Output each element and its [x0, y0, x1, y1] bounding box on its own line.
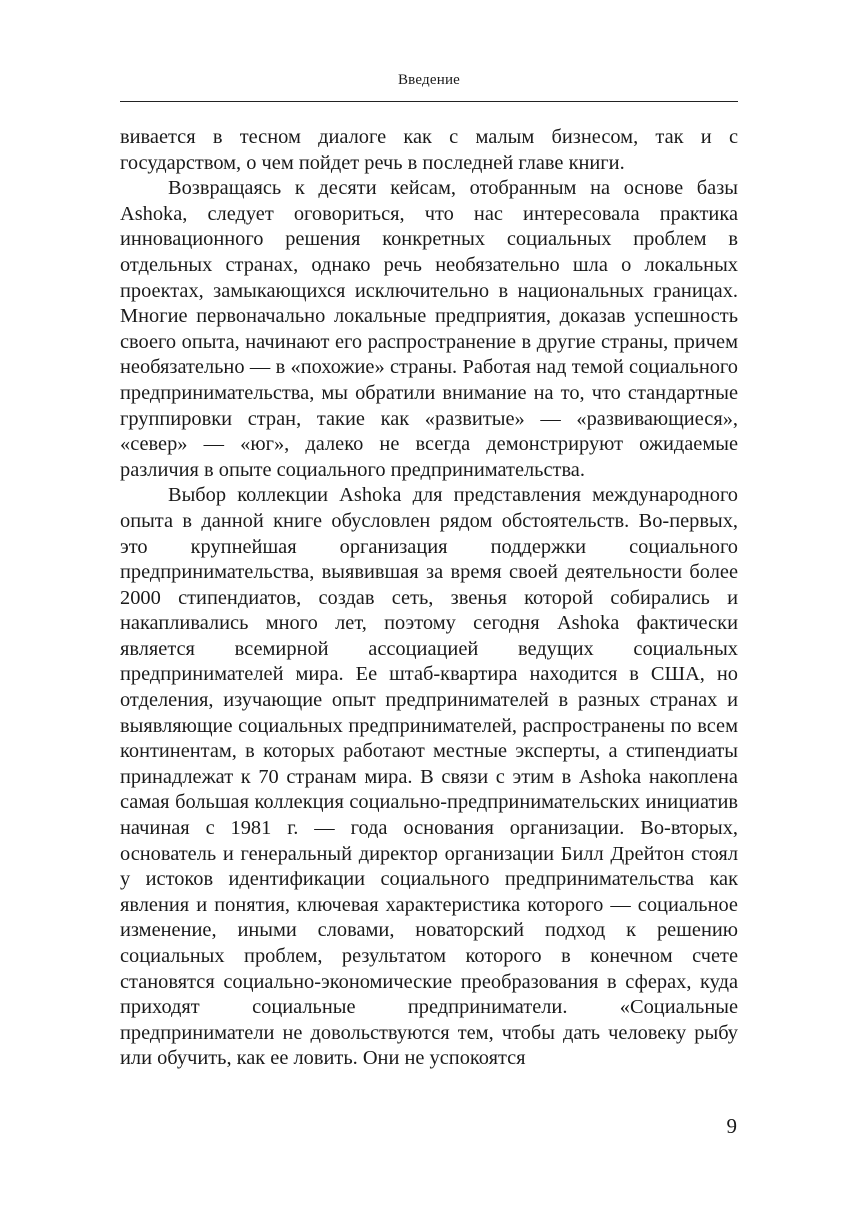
paragraph-continuation: вивается в тесном диалоге как с малым бизнесом, так и с государством, о чем пойдет речь в последней главе книги. — [120, 126, 738, 174]
paragraph-ashoka-cases: Возвращаясь к десяти кейсам, отобранным на основе базы Ashoka, следует оговориться, что нас интересовала практика инновационного решения конкретных социальных проблем в отдельных странах, однако речь необязательно шла о локальных проектах, замыкающихся исключительно в национальных границах. Многие первоначально локальные предприятия, доказав успешность своего опыта, начинают его распространение в другие страны, причем необязательно — в «похожие» страны. Работая над темой социального предпринимательства, мы обратили внимание на то, что стандартные группировки стран, такие как «развитые» — «развивающиеся», «север» — «юг», далеко не всегда демонстрируют ожидаемые различия в опыте социального предпринимательства. — [120, 177, 738, 481]
paragraph-ashoka-collection: Выбор коллекции Ashoka для представления международного опыта в данной книге обусловлен рядом обстоятельств. Во-первых, это крупнейшая организация поддержки социального предпринимательства, выявившая за время своей деятельности более 2000 стипендиатов, создав сеть, звенья которой собирались и накапливались много лет, поэтому сегодня Ashoka фактически является всемирной ассоциацией ведущих социальных предпринимателей мира. Ее штаб-квартира находится в США, но отделения, изучающие опыт предпринимателей в разных странах и выявляющие социальных предпринимателей, распространены по всем континентам, в которых работают местные эксперты, а стипендиаты принадлежат к 70 странам мира. В связи с этим в Ashoka накоплена самая большая коллекция социально-предпринимательских инициатив начиная с 1981 г. — года основания организации. Во-вторых, основатель и генеральный директор организации Билл Дрейтон стоял у истоков идентификации социального предпринимательства как явления и понятия, ключевая характеристика которого — социальное изменение, иными словами, новаторский подход к решению социальных проблем, результатом которого в конечном счете становятся социально-экономические преобразования в сферах, куда приходят социальные предприниматели. «Социальные предприниматели не довольствуются тем, чтобы дать человеку рыбу или обучить, как ее ловить. Они не успокоятся — [120, 484, 738, 1070]
running-header-title: Введение — [397, 72, 461, 88]
body-text — [120, 125, 738, 1072]
page-number: 9 — [726, 1114, 737, 1138]
header-divider — [120, 101, 738, 102]
